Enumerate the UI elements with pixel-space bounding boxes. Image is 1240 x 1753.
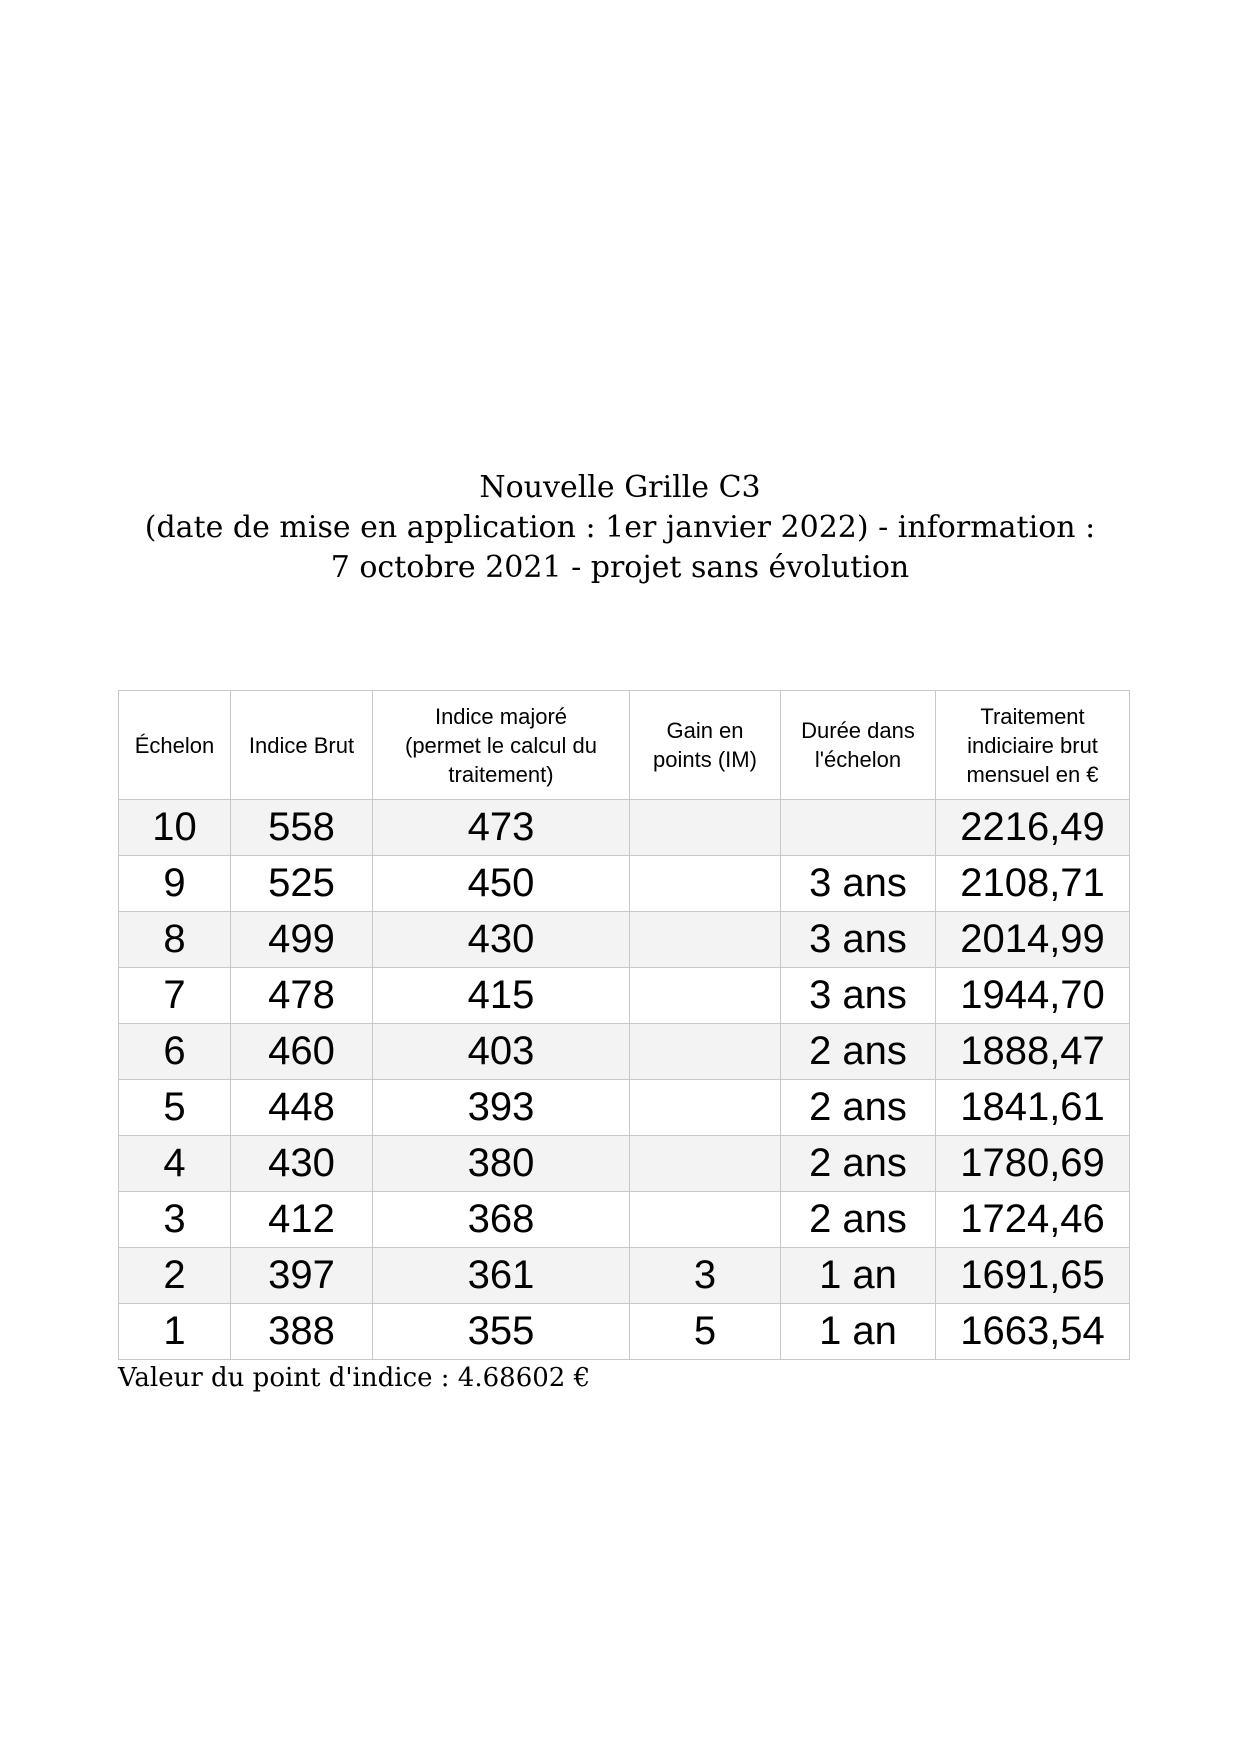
header-line: Traitement: [980, 703, 1085, 729]
table-row: [119, 1192, 1130, 1248]
cell-traitement: 1888,47: [936, 1024, 1130, 1080]
cell-gain-points: [630, 1080, 781, 1136]
cell-gain-points: [630, 912, 781, 968]
cell-traitement: 1724,46: [936, 1192, 1130, 1248]
header-echelon: [119, 691, 231, 800]
cell-duree: 3 ans: [781, 856, 936, 912]
cell-echelon: 5: [119, 1080, 231, 1136]
cell-indice-brut: 525: [231, 856, 373, 912]
cell-traitement: 2108,71: [936, 856, 1130, 912]
header-line: Gain en: [666, 718, 744, 743]
cell-traitement: 2216,49: [936, 800, 1130, 856]
cell-duree: 1 an: [781, 1248, 936, 1304]
header-gain-points: [630, 691, 781, 800]
cell-traitement: 1780,69: [936, 1136, 1130, 1192]
cell-duree: 1 an: [781, 1304, 936, 1360]
cell-indice-brut: 460: [231, 1024, 373, 1080]
table-row: [119, 856, 1130, 912]
header-duree-echelon: [781, 691, 936, 800]
header-line: Échelon: [134, 732, 215, 758]
cell-duree: 2 ans: [781, 1136, 936, 1192]
cell-indice-brut: 499: [231, 912, 373, 968]
cell-indice-brut: 448: [231, 1080, 373, 1136]
header-indice-majore: [373, 691, 630, 800]
cell-traitement: 2014,99: [936, 912, 1130, 968]
cell-indice-majore: 355: [373, 1304, 630, 1360]
salary-grid-table: [118, 690, 1130, 1360]
cell-gain-points: [630, 1192, 781, 1248]
cell-traitement: 1691,65: [936, 1248, 1130, 1304]
cell-echelon: 9: [119, 856, 231, 912]
cell-indice-majore: 450: [373, 856, 630, 912]
cell-echelon: 10: [119, 800, 231, 856]
header-line: (permet le calcul du: [405, 732, 597, 758]
title-line-3: 7 octobre 2021 - projet sans évolution: [330, 550, 910, 585]
header-line: mensuel en €: [966, 761, 1099, 787]
cell-indice-majore: 473: [373, 800, 630, 856]
cell-gain-points: [630, 968, 781, 1024]
header-traitement: [936, 691, 1130, 800]
header-line: Indice Brut: [248, 732, 355, 758]
table-row: [119, 1248, 1130, 1304]
cell-gain-points: [630, 800, 781, 856]
cell-gain-points: [630, 1136, 781, 1192]
table-row: [119, 912, 1130, 968]
cell-gain-points: 3: [630, 1248, 781, 1304]
table-header-row: [119, 691, 1130, 800]
cell-indice-brut: 478: [231, 968, 373, 1024]
cell-duree: 2 ans: [781, 1192, 936, 1248]
cell-duree: 3 ans: [781, 968, 936, 1024]
cell-indice-majore: 415: [373, 968, 630, 1024]
cell-duree: 3 ans: [781, 912, 936, 968]
cell-echelon: 3: [119, 1192, 231, 1248]
table-row: [119, 800, 1130, 856]
cell-echelon: 6: [119, 1024, 231, 1080]
cell-gain-points: [630, 856, 781, 912]
cell-duree: [781, 800, 936, 856]
cell-traitement: 1944,70: [936, 968, 1130, 1024]
document-title: [0, 468, 1240, 588]
cell-echelon: 2: [119, 1248, 231, 1304]
cell-echelon: 7: [119, 968, 231, 1024]
cell-indice-brut: 412: [231, 1192, 373, 1248]
cell-echelon: 4: [119, 1136, 231, 1192]
header-line: Indice majoré: [434, 703, 568, 729]
cell-indice-majore: 361: [373, 1248, 630, 1304]
cell-indice-majore: 393: [373, 1080, 630, 1136]
table-row: [119, 1304, 1130, 1360]
table-row: [119, 1136, 1130, 1192]
title-line-2: (date de mise en application : 1er janvier 2022) - information :: [144, 510, 1096, 545]
cell-indice-brut: 558: [231, 800, 373, 856]
cell-gain-points: [630, 1024, 781, 1080]
cell-indice-brut: 388: [231, 1304, 373, 1360]
cell-duree: 2 ans: [781, 1024, 936, 1080]
cell-traitement: 1841,61: [936, 1080, 1130, 1136]
header-line: l'échelon: [814, 747, 902, 772]
point-value-note: Valeur du point d'indice : 4.68602 €: [118, 1363, 591, 1393]
cell-indice-majore: 368: [373, 1192, 630, 1248]
cell-traitement: 1663,54: [936, 1304, 1130, 1360]
cell-indice-majore: 430: [373, 912, 630, 968]
table-row: [119, 1024, 1130, 1080]
header-line: indiciaire brut: [967, 732, 1098, 758]
cell-indice-brut: 397: [231, 1248, 373, 1304]
title-line-1: Nouvelle Grille C3: [479, 470, 761, 505]
header-line: traitement): [448, 761, 554, 787]
cell-duree: 2 ans: [781, 1080, 936, 1136]
table-row: [119, 1080, 1130, 1136]
cell-indice-majore: 380: [373, 1136, 630, 1192]
cell-gain-points: 5: [630, 1304, 781, 1360]
header-line: Durée dans: [801, 718, 915, 743]
header-line: points (IM): [653, 747, 757, 772]
cell-echelon: 1: [119, 1304, 231, 1360]
header-indice-brut: [231, 691, 373, 800]
table-body: [119, 800, 1130, 1360]
cell-echelon: 8: [119, 912, 231, 968]
cell-indice-majore: 403: [373, 1024, 630, 1080]
cell-indice-brut: 430: [231, 1136, 373, 1192]
table-row: [119, 968, 1130, 1024]
